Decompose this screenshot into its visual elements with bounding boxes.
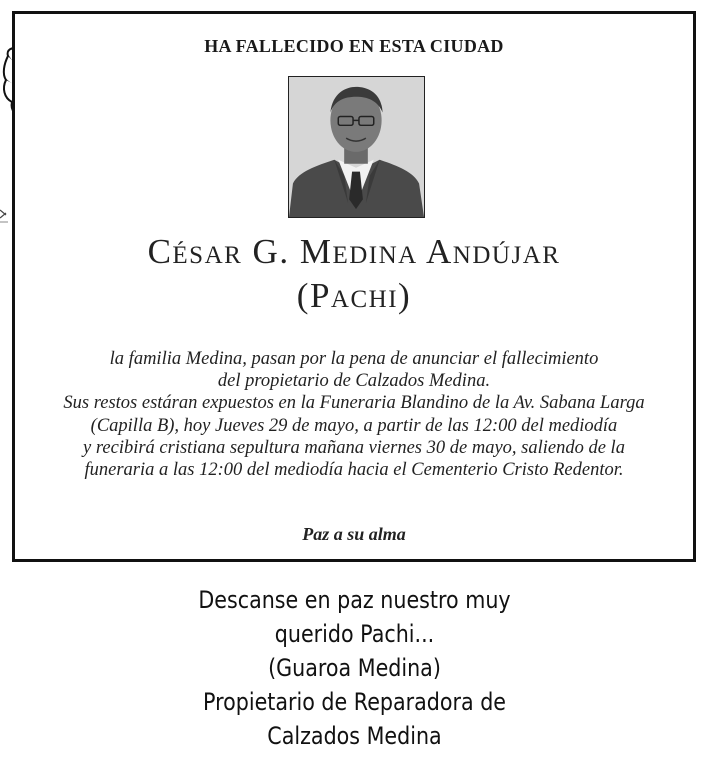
deceased-name: César G. Medina Andújar [147,232,561,271]
notice-body-line: funeraria a las 12:00 del mediodía hacia el Cementerio Cristo Redentor. [84,460,624,481]
obituary-notice [12,11,696,562]
portrait-photo [288,76,425,218]
caption-line: querido Pachi... [274,620,435,648]
notice-closing: Paz a su alma [302,524,406,544]
deceased-nickname: (Pachi) [296,276,412,315]
notice-body [35,348,673,481]
edge-mark-icon [0,206,10,228]
caption-line: (Guaroa Medina) [268,654,441,682]
portrait-illustration [289,77,424,217]
notice-body-line: y recibirá cristiana sepultura mañana viernes 30 de mayo, saliendo de la [83,437,625,458]
caption-line: Calzados Medina [267,722,442,750]
notice-body-line: (Capilla B), hoy Jueves 29 de mayo, a partir de las 12:00 del mediodía [90,415,618,436]
caption [50,583,660,753]
caption-line: Descanse en paz nuestro muy [198,586,511,614]
notice-body-line: del propietario de Calzados Medina. [217,371,491,392]
notice-body-line: Sus restos estáran expuestos en la Funeraria Blandino de la Av. Sabana Larga [63,393,645,414]
caption-line: Propietario de Reparadora de [202,688,507,716]
notice-header: HA FALLECIDO EN ESTA CIUDAD [204,36,504,56]
notice-body-line: la familia Medina, pasan por la pena de anunciar el fallecimiento [109,349,599,369]
